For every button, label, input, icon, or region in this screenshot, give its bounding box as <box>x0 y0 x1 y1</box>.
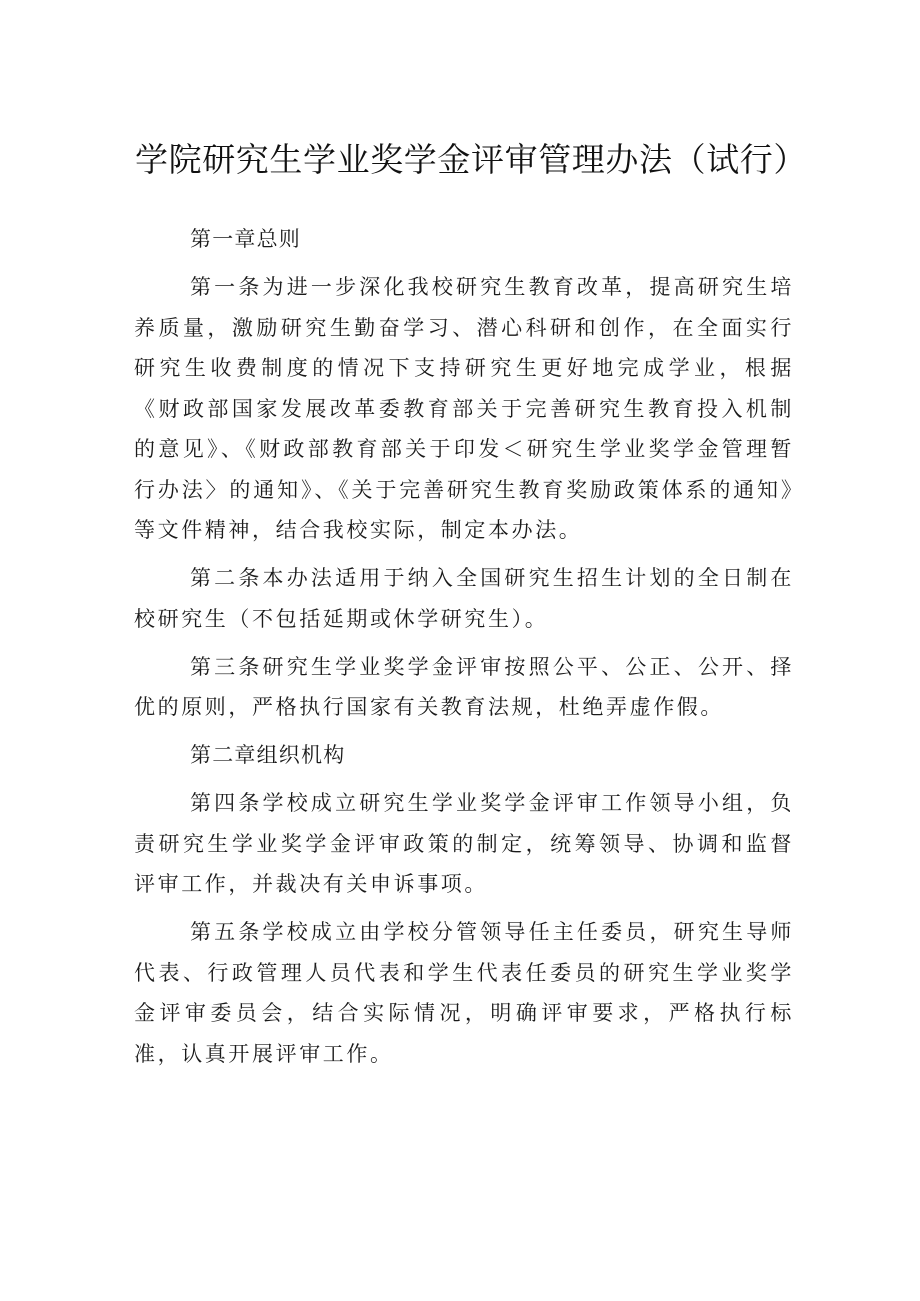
document-title: 学院研究生学业奖学金评审管理办法（试行） <box>135 140 807 179</box>
chapter-heading-general: 第一章总则 <box>190 227 301 251</box>
article-4-paragraph: 第四条学校成立研究生学业奖学金评审工作领导小组，负责研究生学业奖学金评审政策的制定，统筹领导、协调和监督评审工作，并裁决有关申诉事项。 <box>134 791 794 896</box>
article-3-paragraph: 第三条研究生学业奖学金评审按照公平、公正、公开、择优的原则，严格执行国家有关教育法规，杜绝弄虚作假。 <box>134 654 794 719</box>
chapter-heading-organization: 第二章组织机构 <box>190 743 346 767</box>
article-2-paragraph: 第二条本办法适用于纳入全国研究生招生计划的全日制在校研究生（不包括延期或休学研究生）。 <box>134 566 794 631</box>
article-1-paragraph: 第一条为进一步深化我校研究生教育改革，提高研究生培养质量，激励研究生勤奋学习、潜心科研和创作，在全面实行研究生收费制度的情况下支持研究生更好地完成学业，根据《财政部国家发展改革委教育部关于完善研究生教育投入机制的意见》、《财政部教育部关于印发＜研究生学业奖学金管理暂行办法〉的通知》、《关于完善研究生教育奖励政策体系的通知》等文件精神，结合我校实际，制定本办法。 <box>134 275 794 542</box>
article-5-paragraph: 第五条学校成立由学校分管领导任主任委员，研究生导师代表、行政管理人员代表和学生代表任委员的研究生学业奖学金评审委员会，结合实际情况，明确评审要求，严格执行标准，认真开展评审工作。 <box>134 920 794 1066</box>
document-body <box>134 219 794 1074</box>
